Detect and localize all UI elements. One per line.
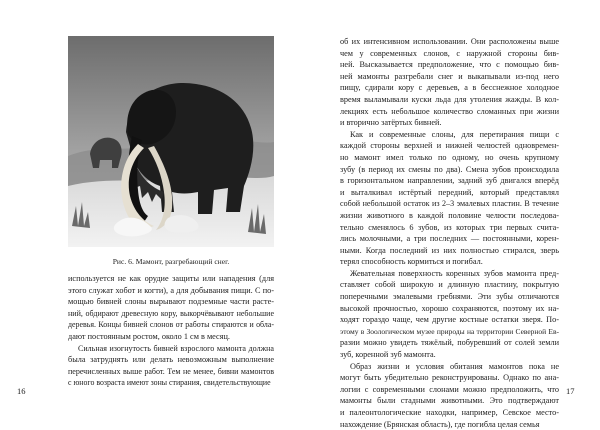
text-line: Жевательная поверхность коренных зубов мамонта пред- <box>350 268 559 278</box>
text-line: ний, обдирают древесную кору, выкорчёвывают небольшие <box>68 308 274 318</box>
text-line: дают постоянным ростом, около 1 см в месяц. <box>68 331 230 341</box>
text-line: ставляет собой широкую и длинную пластину, покрытую <box>340 280 559 290</box>
text-line: пищу, сдирали кору с деревьев, а в бесснежное холодное <box>340 83 559 93</box>
text-line: могут быть убедительно реконструированы. Однако по ана- <box>340 373 559 383</box>
text-line: каждой стороны верхней и нижней челюстей одновремен- <box>340 141 559 151</box>
text-line: и палеонтологические находки, например, Севское место- <box>340 408 559 417</box>
text-line: мамонты были стадными животными. Это подтверждают <box>340 396 559 406</box>
page-number-right: 17 <box>566 386 575 396</box>
text-line: используется не как орудие защиты или нападения (для <box>68 274 274 283</box>
page-number-left: 16 <box>17 386 26 396</box>
text-line: нахождение (Брянская область), где погибла целая семья <box>340 419 540 429</box>
text-line: перечисленных выше работ. Тем не менее, бивни мамонтов <box>68 366 274 376</box>
text-line: и вторично затёртых бивней. <box>340 118 442 128</box>
figure-caption: Рис. 6. Мамонт, разгребающий снег. <box>112 257 230 266</box>
text-line: в горизонтальном направлении, задний зуб двигался вперёд <box>340 176 559 186</box>
text-line: лись молочными, а три последних — постоянными, корен- <box>340 234 559 244</box>
text-line: время выламывали куски льда для утоления жажды. В кол- <box>340 94 559 104</box>
text-line: с юного возраста имеют зоны стирания, свидетельствующие <box>68 378 271 388</box>
text-line: Образ жизни и условия обитания мамонтов пока не <box>350 361 559 371</box>
text-line: ней. Высказывается предположение, что с помощью бив- <box>340 60 559 70</box>
text-line: мощью бивней слоны вырывают подземные части расте- <box>68 297 274 307</box>
text-line: и выталкивал истёртый передний, который представлял <box>340 187 559 197</box>
text-line: зуб, коренной зуб мамонта. <box>340 350 436 360</box>
text-line: жизни животного в каждой половине челюсти последова- <box>340 210 559 220</box>
text-line: ными. Когда последний из них полностью стирался, зверь <box>340 245 559 255</box>
text-line: Сильная изогнутость бивней взрослого мамонта должна <box>78 343 274 353</box>
text-line: разии можно увидеть тяжёлый, побуревший от солей земли <box>340 338 559 348</box>
text-line: но мамонт имел только по одному, но очень крупному <box>340 152 559 162</box>
right-page-text <box>340 36 559 430</box>
text-line: терял способность кормиться и погибал. <box>340 257 483 267</box>
text-line: деревья. Концы бивней слонов от работы стираются и обла- <box>68 320 274 330</box>
left-page-text <box>68 273 274 389</box>
text-line: собой небольшой остаток из 2–3 эмалевых пластин. В течение <box>340 199 559 209</box>
text-line: зубу (в период их смены по два). Смена зубов происходила <box>340 164 559 174</box>
text-line: высокой прочностью, хорошо сохраняются, поэтому их на- <box>340 303 559 313</box>
text-line: этому в Зоологическом музее природы на территории Северной Ев- <box>340 326 559 336</box>
right-page <box>300 0 600 429</box>
text-line: была затруднять или делать невозможным выполнение <box>68 355 274 365</box>
text-line: логии с современными слонами можно предположить, что <box>340 384 559 394</box>
mammoth-illustration <box>68 36 274 247</box>
left-page <box>0 0 300 424</box>
text-line: ней мамонты разгребали снег и выкапывали из-под него <box>340 71 559 81</box>
text-line: этого служат хобот и когти), а для добывания пищи. С по- <box>68 285 274 295</box>
text-line: чем у современных слонов, с наружной стороны бив- <box>340 48 559 58</box>
text-line: ходят гораздо чаще, чем другие костные остатки зверя. По- <box>340 315 559 325</box>
text-line: поперечными эмалевыми гребнями. Эти зубы отличаются <box>340 292 559 302</box>
text-line: об их интенсивном использовании. Они расположены выше <box>340 37 559 46</box>
text-line: тельно сменялось 6 зубов, из которых три первых счита- <box>340 222 559 232</box>
text-line: Как и современные слоны, для перетирания пищи с <box>350 129 559 139</box>
text-line: лекциях есть небольшое количество сломанных при жизни <box>340 106 559 116</box>
